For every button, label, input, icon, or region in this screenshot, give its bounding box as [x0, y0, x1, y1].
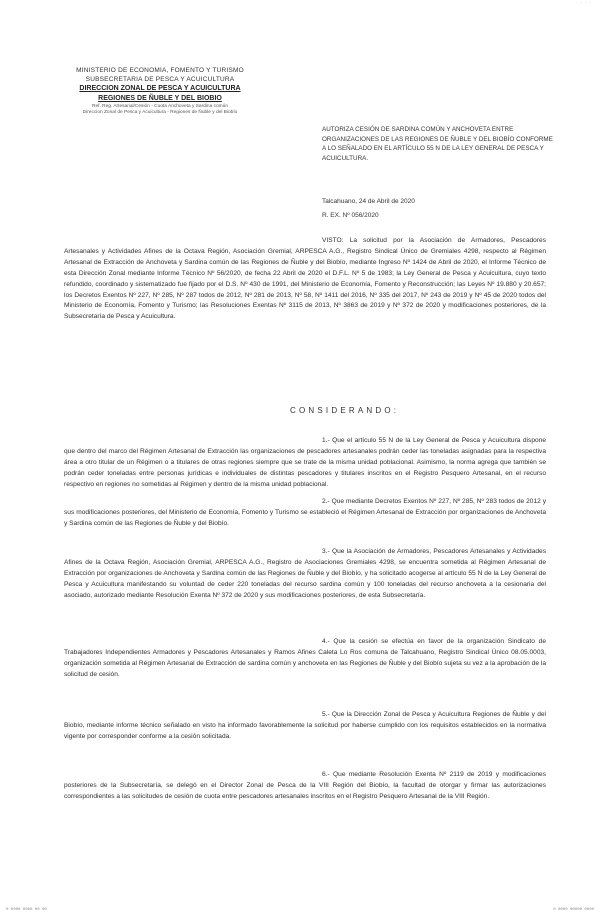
- footer-left-code: 0 0000 0000 00 00: [6, 908, 47, 912]
- resolution-subject: AUTORIZA CESIÓN DE SARDINA COMÚN Y ANCHOVETA ENTRE ORGANIZACIONES DE LAS REGIONES DE ÑUBLE Y DEL BIOBÍO CONFORME A LO SEÑALADO EN EL ARTÍCULO 55 N DE LA LEY GENERAL DE PESCA Y ACUICULTURA.: [322, 126, 553, 162]
- considerando-3: 3.- Que la Asociación de Armadores, Pescadores Artesanales y Actividades Afines de la Octava Región, Asociación Gremial, ARPESCA A.G., Registro de Asociaciones Gremiales 4298, se encuentra sometida al Régimen Artesanal de Extracción por organizaciones de Anchoveta y Sardina común de las Regiones de Ñuble y del Biobío, y ha solicitado acogerse al artículo 55 N de la Ley General de Pesca y Acuicultura manifestando su voluntad de ceder 220 toneladas del recurso sardina común y 100 toneladas del recurso anchoveta a la cesionaria del asociado, autorizado mediante Resolución Exenta Nº 372 de 2020 y sus modificaciones posteriores, de esta Subsecretaría.: [64, 548, 546, 599]
- corner-mark: · · ·: [579, 2, 592, 6]
- office-title: DIRECCION ZONAL DE PESCA Y ACUICULTURA: [79, 85, 241, 92]
- considerando-heading: CONSIDERANDO:: [290, 406, 400, 415]
- resolution-number: R. EX. Nº 056/2020: [322, 212, 379, 219]
- footer-right-code: 0 0000 00000 0000: [553, 908, 594, 912]
- subsecretary-line: SUBSECRETARIA DE PESCA Y ACUICULTURA: [85, 76, 235, 83]
- regions-title: REGIONES DE ÑUBLE Y DEL BIOBIO: [98, 95, 222, 102]
- considerando-4: 4.- Que la cesión se efectúa en favor de la organización Sindicato de Trabajadores Independientes Armadores y Pescadores Artesanales y Ramos Afines Caleta Lo Ros comuna de Talcahuano, Registro Sindical Único 08.05.0003, organización sometida al Régimen Artesanal de Extracción de sardina común y anchoveta en las Regiones de Ñuble y del Biobío sujeta su vez a la aprobación de la solicitud de cesión.: [64, 638, 546, 678]
- visto-paragraph: VISTO: La solicitud por la Asociación de Armadores, Pescadores Artesanales y Actividades Afines de la Octava Región, Asociación Gremial, ARPESCA A.G., Registro Sindical Único de Gremiales 4298, respecto al Régimen Artesanal de Extracción de Anchoveta y Sardina común de las Regiones de Ñuble y del Biobío, mediante Ingreso Nº 1424 de Abril de 2020, el Informe Técnico de esta Dirección Zonal mediante Informe Técnico Nº 56/2020, de fecha 22 Abril de 2020 el D.F.L. Nº 5 de 1983; la Ley General de Pesca y Acuicultura, cuyo texto refundido, coordinado y sistematizado fue fijado por el D.S. Nº 430 de 1991, del Ministerio de Economía, Fomento y Reconstrucción; las Leyes Nº 19.880 y 20.657; los Decretos Exentos Nº 227, Nº 285, Nº 287 todos de 2012, Nº 281 de 2013, Nº 58, Nº 1411 del 2016, Nº 335 del 2017, Nº 243 de 2019 y Nº 45 de 2020 todos del Ministerio de Economía, Fomento y Turismo; las Resoluciones Exentas Nº 3115 de 2013, Nº 3863 de 2019 y Nº 372 de 2020 y modificaciones posteriores, de la Subsecretaría de Pesca y Acuicultura.: [64, 237, 546, 321]
- considerando-2: 2.- Que mediante Decretos Exentos Nº 227, Nº 285, Nº 283 todos de 2012 y sus modificaciones posteriores, del Ministerio de Economía, Fomento y Turismo se estableció el Régimen Artesanal de Extracción por organizaciones de Anchoveta y Sardina común de las Regiones de Ñuble y del Biobío.: [64, 498, 546, 527]
- considerando-6: 6.- Que mediante Resolución Exenta Nº 2119 de 2019 y modificaciones posteriores de la Subsecretaría, se delegó en el Director Zonal de Pesca de la VIII Región del Biobío, la facultad de otorgar y firmar las autorizaciones correspondientes a las solicitudes de cesión de cuota entre pescadores artesanales inscritos en el Registro Pesquero Artesanal de la VIII Región.: [64, 771, 546, 800]
- considerando-5: 5.- Que la Dirección Zonal de Pesca y Acuicultura Regiones de Ñuble y del Biobío, mediante informe técnico señalado en visto ha informado favorablemente la solicitud por haberse cumplido con los requisitos establecidos en la normativa vigente por corresponder conforme a la cesión solicitada.: [64, 711, 546, 740]
- header-small-line-1: Ref. Reg. Artesanal/Cesión - Cuota Anchoveta y Sardina común: [92, 104, 228, 109]
- date-line: Talcahuano, 24 de Abril de 2020: [322, 198, 415, 205]
- ministry-line: MINISTERIO DE ECONOMIA, FOMENTO Y TURISMO: [76, 67, 244, 74]
- header-small-line-2: Direccion Zonal de Pesca y Acuicultura - Regiones de Ñuble y del Biobío: [82, 110, 238, 115]
- considerando-1: 1.- Que el artículo 55 N de la Ley General de Pesca y Acuicultura dispone que dentro del marco del Régimen Artesanal de Extracción las organizaciones de pescadores artesanales podrán ceder las toneladas asignadas para la respectiva área a otro titular de un Régimen o a titulares de otras regiones siempre que se trate de la misma unidad poblacional. Asimismo, la norma agrega que también se podrán ceder toneladas entre personas jurídicas e individuales de distintas pescadores y titulares inscritos en el Registro Pesquero Artesanal, en el recurso respectivo en regiones no sometidas al Régimen y dentro de la misma unidad poblacional.: [64, 437, 546, 488]
- letterhead: [40, 66, 280, 116]
